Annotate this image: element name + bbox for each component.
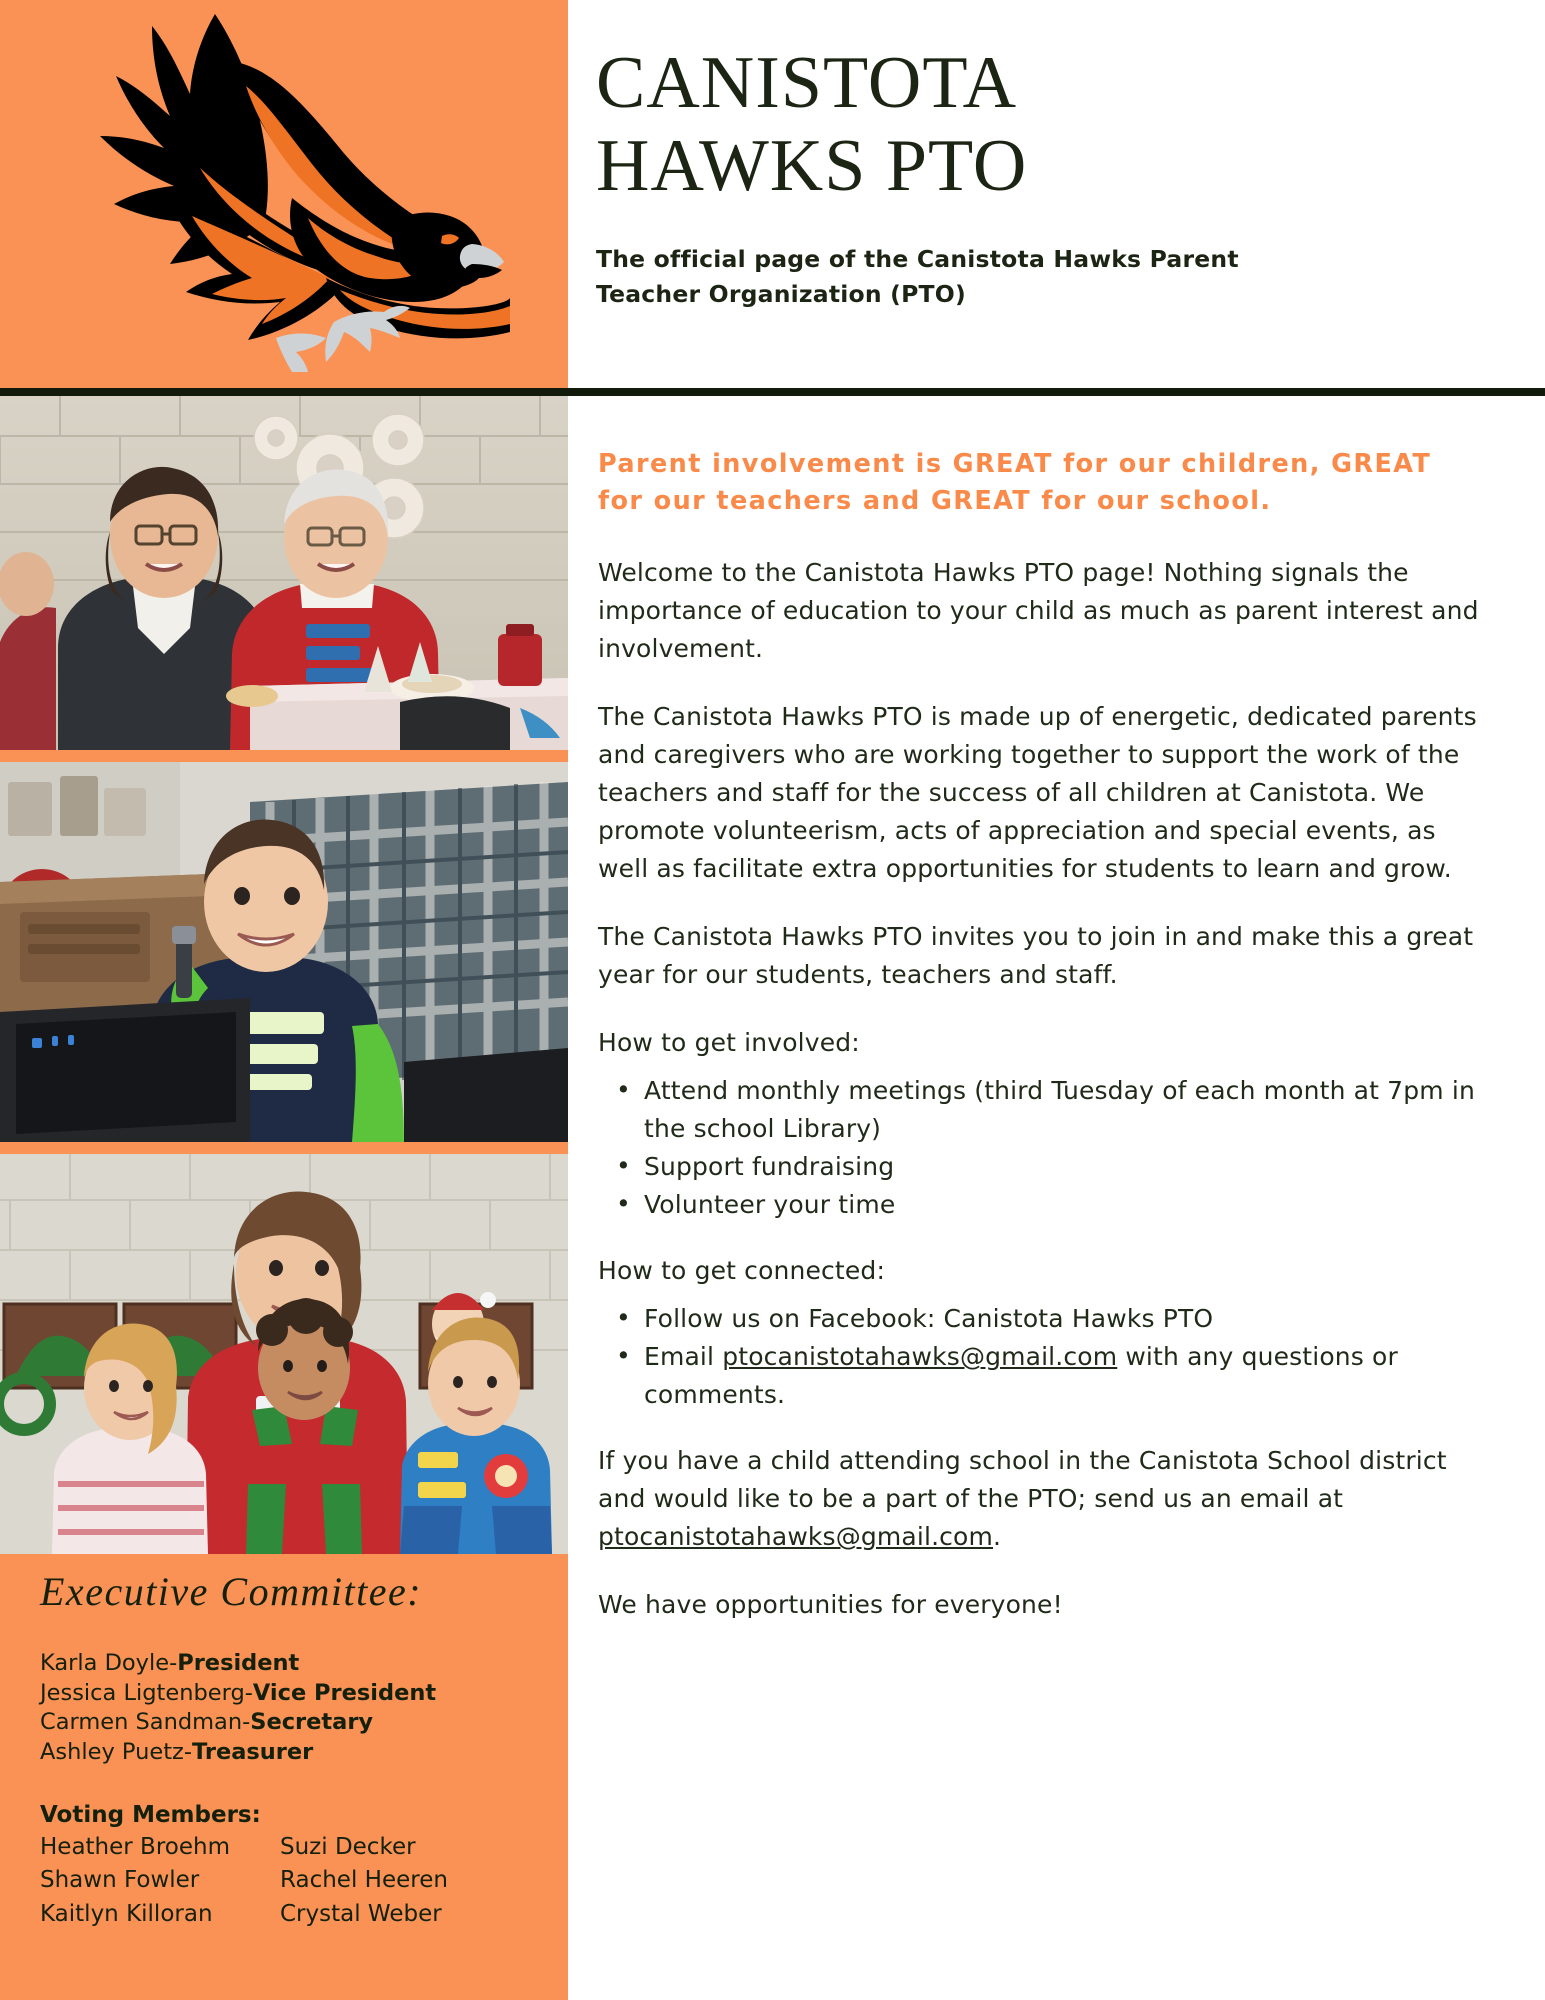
voting-member: Crystal Weber (280, 1901, 442, 1928)
paragraph-join (598, 1442, 1493, 1556)
executive-committee-block (0, 1568, 568, 1931)
page-subtitle-line-2: Teacher Organization (PTO) (596, 280, 966, 308)
join-prefix-text: If you have a child attending school in the Canistota School district and would like to be a part of the PTO; send us an email at (598, 1446, 1447, 1514)
list-how-to-get-involved (598, 1072, 1493, 1224)
officer-name: Karla Doyle- (40, 1650, 178, 1676)
officer-name: Ashley Puetz- (40, 1739, 192, 1766)
heading-how-to-get-involved: How to get involved: (598, 1028, 860, 1058)
officer-role: President (177, 1650, 300, 1676)
photo-2-image (0, 762, 568, 1142)
email-prefix-text: Email (644, 1342, 723, 1372)
photo-teacher-with-three-children-pajama-day (0, 1154, 568, 1554)
page-title-line-2: HAWKS PTO (596, 124, 1028, 207)
page-subtitle-line-1: The official page of the Canistota Hawks Parent (596, 244, 1239, 273)
lead-line-2: for our teachers and GREAT for our school. (598, 486, 1272, 517)
paragraph-welcome: Welcome to the Canistota Hawks PTO page! Nothing signals the importance of education to your child as much as parent interest and involvement. (598, 558, 1479, 664)
facebook-text: Follow us on Facebook: Canistota Hawks PTO (644, 1304, 1214, 1334)
officer-name: Carmen Sandman- (40, 1709, 251, 1736)
lead-line-1: Parent involvement is GREAT for our children, GREAT (598, 449, 1432, 479)
officer-name: Jessica Ligtenberg- (40, 1679, 253, 1706)
list-how-to-get-connected (598, 1300, 1493, 1414)
paragraph-closing: We have opportunities for everyone! (598, 1590, 1063, 1620)
header-text-block (568, 0, 1545, 388)
logo-panel (0, 0, 568, 388)
paragraph-about: The Canistota Hawks PTO is made up of energetic, dedicated parents and caregivers who are working together to support the work of the teachers and staff for the success of all children at Canistota. We promote volunteerism, acts of appreciation and special events, as well as facilitate extra opportunities for students to learn and grow. (598, 702, 1477, 884)
voting-members-title: Voting Members: (40, 1801, 261, 1828)
email-link[interactable]: ptocanistotahawks@gmail.com (598, 1522, 994, 1552)
photo-boy-with-book-fair (0, 762, 568, 1142)
page-header (0, 0, 1545, 388)
voting-member: Heather Broehm (40, 1833, 230, 1860)
list-item: • Support fundraising (644, 1148, 1493, 1186)
officer-row (40, 1679, 532, 1709)
photo-3-image (0, 1154, 568, 1554)
paragraph-invitation: The Canistota Hawks PTO invites you to join in and make this a great year for our students, teachers and staff. (598, 922, 1474, 990)
list-item-email (644, 1338, 1493, 1414)
list-item: • Volunteer your time (644, 1186, 1493, 1224)
officer-role: Vice President (252, 1679, 437, 1706)
list-item: • Attend monthly meetings (third Tuesday of each month at 7pm in the school Library) (644, 1072, 1493, 1148)
voting-member: Kaitlyn Killoran (40, 1901, 213, 1928)
list-item-facebook (644, 1300, 1493, 1338)
voting-member: Suzi Decker (280, 1833, 416, 1860)
executive-committee-title: Executive Committee: (40, 1569, 423, 1614)
join-suffix-text: . (993, 1522, 1002, 1552)
heading-how-to-get-connected: How to get connected: (598, 1256, 886, 1286)
page-title-line-1: CANISTOTA (596, 42, 1018, 124)
main-content (568, 396, 1545, 2000)
officer-role: Secretary (250, 1709, 374, 1736)
voting-members-grid (40, 1832, 532, 1931)
voting-member: Rachel Heeren (280, 1867, 448, 1894)
photo-1-image (0, 396, 568, 750)
photo-two-women-christmas-bake-sale (0, 396, 568, 750)
hawk-mascot-logo (40, 2, 510, 372)
email-suffix-text: with any questions or comments. (644, 1342, 1398, 1410)
left-sidebar (0, 396, 568, 2000)
officer-role: Treasurer (191, 1739, 314, 1766)
page-title (596, 42, 1505, 208)
voting-member: Shawn Fowler (40, 1867, 200, 1894)
header-divider (0, 388, 1545, 396)
page-subtitle (596, 242, 1356, 313)
email-link[interactable]: ptocanistotahawks@gmail.com (722, 1342, 1118, 1372)
officer-row (40, 1738, 532, 1768)
officer-row (40, 1708, 532, 1738)
lead-statement (598, 446, 1493, 520)
officer-row (40, 1649, 532, 1679)
